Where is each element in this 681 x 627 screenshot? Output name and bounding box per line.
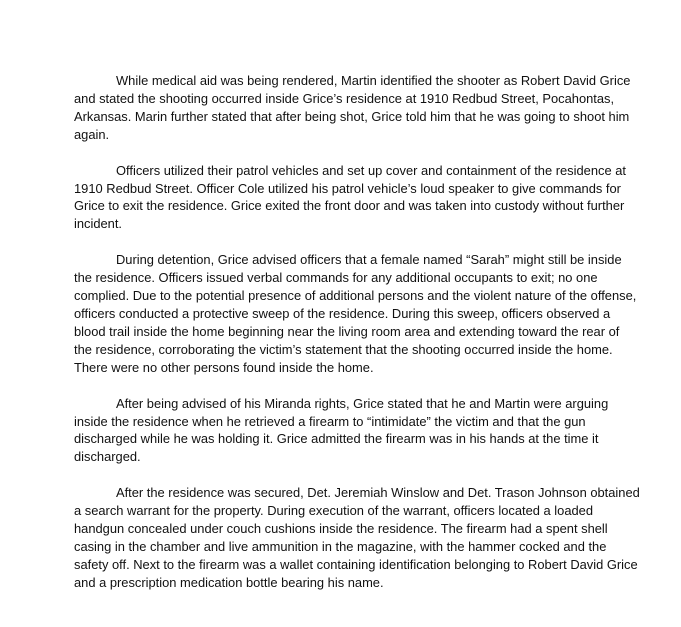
- paragraph-medical-aid: While medical aid was being rendered, Martin identified the shooter as Robert David Grice and stated the shooting occurred inside Grice’s residence at 1910 Redbud Street, Pocahontas, Arkansas. Marin further stated that after being shot, Grice told him that he was going to shoot him again.: [74, 73, 631, 142]
- paragraph-search-warrant: After the residence was secured, Det. Jeremiah Winslow and Det. Trason Johnson obtained a search warrant for the property. During execution of the warrant, officers located a loaded handgun concealed under couch cushions inside the residence. The firearm had a spent shell casing in the chamber and live ammunition in the magazine, with the hammer cocked and the safety off. Next to the firearm was a wallet containing identification belonging to Robert David Grice and a prescription medication bottle bearing his name.: [74, 485, 640, 590]
- paragraph-containment: Officers utilized their patrol vehicles and set up cover and containment of the residence at 1910 Redbud Street. Officer Cole utilized his patrol vehicle’s loud speaker to give commands for Grice to exit the residence. Grice exited the front door and was taken into custody without further incident.: [74, 162, 626, 232]
- paragraph-detention: During detention, Grice advised officers that a female named “Sarah” might still be inside the residence. Officers issued verbal commands for any additional occupants to exit; no one complied. Due to the potential presence of additional persons and the violent nature of the offense, officers conducted a protective sweep of the residence. During this sweep, officers observed a blood trail inside the home beginning near the living room area and extending toward the rear of the residence, corroborating the victim’s statement that the shooting occurred inside the home. There were no other persons found inside the home.: [74, 252, 637, 375]
- paragraph-miranda: After being advised of his Miranda rights, Grice stated that he and Martin were arguing inside the residence when he retrieved a firearm to “intimidate” the victim and that the gun discharged while he was holding it. Grice admitted the firearm was in his hands at the time it discharged.: [74, 395, 609, 465]
- document-page: [74, 72, 640, 592]
